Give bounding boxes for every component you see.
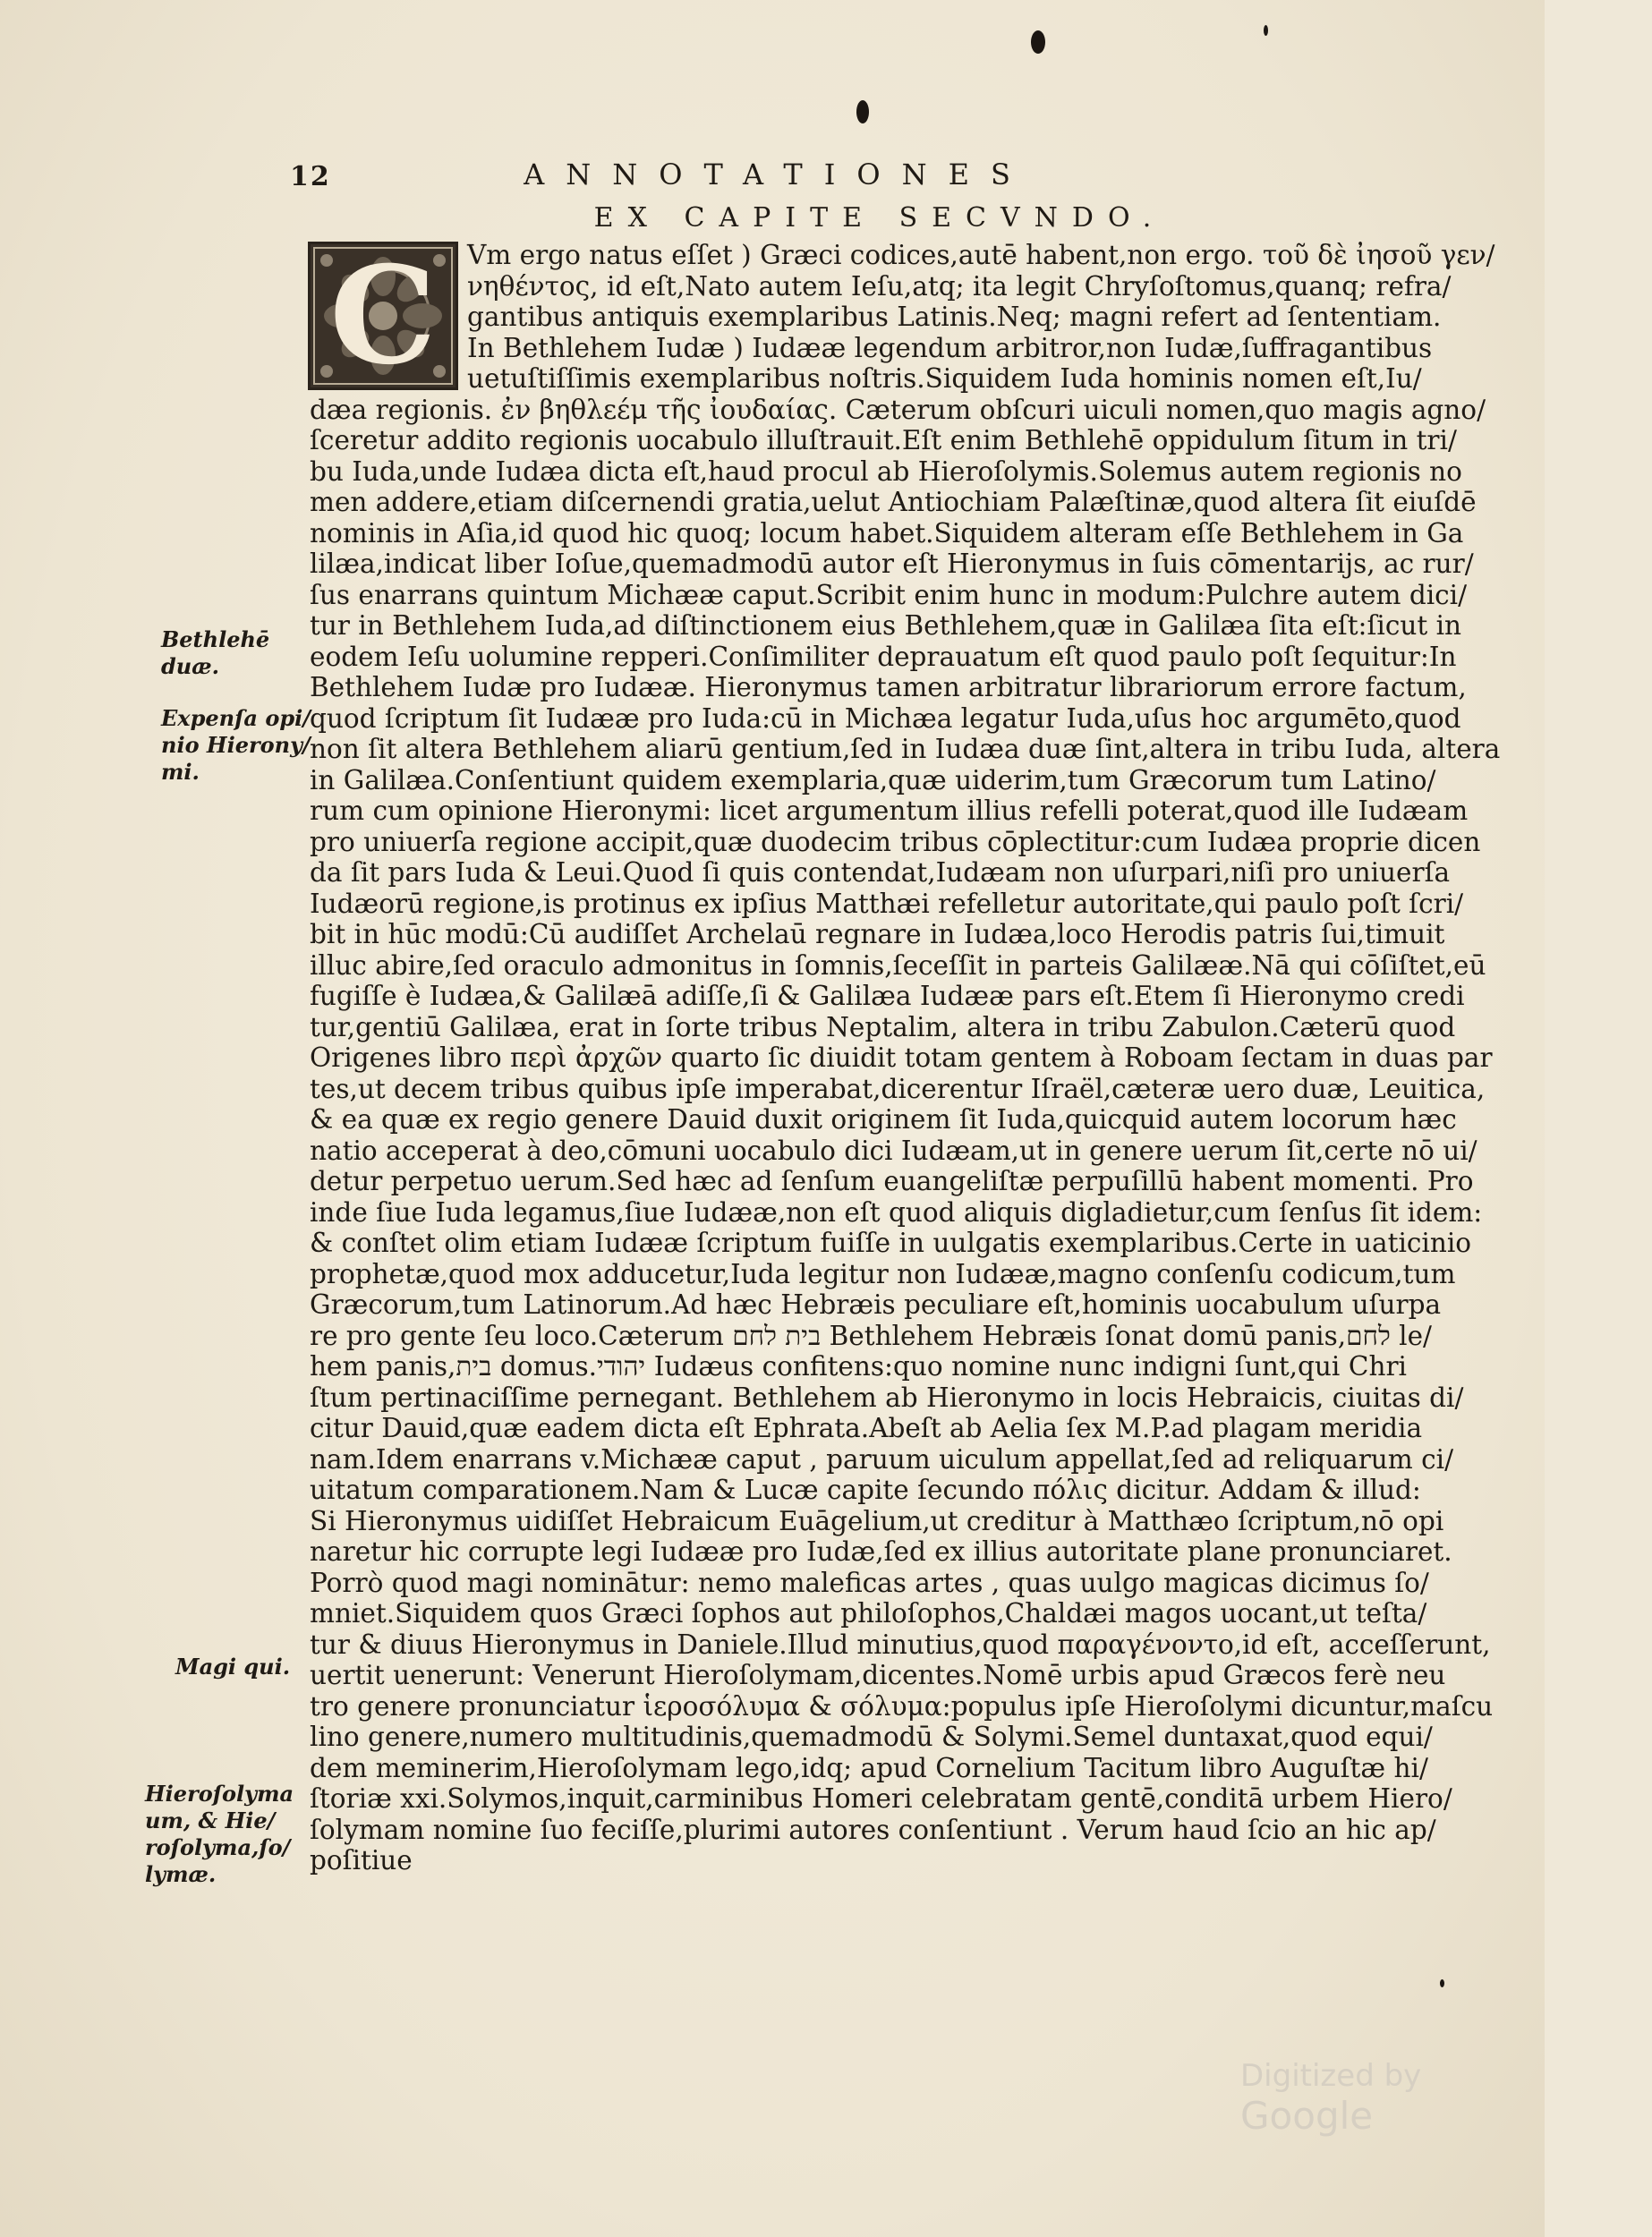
page-number: 12 — [290, 161, 331, 192]
text-line: Porrò quod magi nominātur: nemo maleficas artes , quas uulgo magicas dicimus ſo/ — [310, 1567, 1429, 1598]
text-line: & conſtet olim etiam Iudææ ſcriptum fuiſſe in uulgatis exemplaribus.Certe in uaticinio — [310, 1228, 1472, 1258]
text-line: men addere,etiam diſcernendi gratia,uelut Antiochiam Palæſtinæ,quod altera ſit eiuſdē — [310, 487, 1477, 517]
watermark-brand: Google — [1240, 2094, 1374, 2138]
text-line: In Bethlehem Iudæ ) Iudææ legendum arbitror,non Iudæ,ſuffragantibus — [467, 332, 1433, 363]
text-line: tur & diuus Hieronymus in Daniele.Illud minutius,quod παραγένοντο,id eſt, acceſſerunt, — [310, 1629, 1491, 1660]
text-line: illuc abire,ſed oraculo admonitus in ſomnis,ſeceſſit in parteis Galilææ.Nā qui cōſiſtet,eū — [310, 949, 1486, 981]
text-line: Si Hieronymus uidiſſet Hebraicum Euāgelium,ut creditur à Matthæo ſcriptum,nō opi — [310, 1505, 1444, 1536]
text-line: re pro gente ſeu loco.Cæterum בית לחם Bethlehem Hebræis ſonat domū panis,לחם le/ — [310, 1320, 1432, 1351]
text-line: uertit uenerunt: Venerunt Hieroſolymam,dicentes.Nomē urbis apud Græcos ferè neu — [310, 1660, 1446, 1690]
text-line: ſtoriæ xxi.Solymos,inquit,carminibus Homeri celebratam gentē,conditā urbem Hiero/ — [310, 1783, 1452, 1814]
text-line: gantibus antiquis exemplaribus Latinis.Neq; magni refert ad ſententiam. — [467, 302, 1442, 332]
text-line: Græcorum,tum Latinorum.Ad hæc Hebræis peculiare eſt,hominis uocabulum uſurpa — [310, 1289, 1442, 1320]
text-line: eodem Ieſu uolumine repperi.Conſimiliter deprauatum eſt quod paulo poſt ſequitur:In — [310, 641, 1457, 672]
text-line: & ea quæ ex regio genere Dauid duxit originem ſit Iuda,quicquid autem locorum hæc — [310, 1104, 1457, 1135]
text-line: nominis in Aſia,id quod hic quoq; locum habet.Siquidem alteram eſſe Bethlehem in Ga — [310, 517, 1464, 549]
text-line: tur in Bethlehem Iuda,ad diſtinctionem eius Bethlehem,quæ in Galilæa ſita eſt:ſicut in — [310, 610, 1462, 641]
text-line: pro uniuerſa regione accipit,quæ duodecim tribus cōplectitur:cum Iudæa proprie dicen — [310, 826, 1481, 857]
text-line: uitatum comparationem.Nam & Lucæ capite ſecundo πόλις dicitur. Addam & illud: — [310, 1475, 1421, 1505]
ink-blot — [1440, 1979, 1444, 1987]
text-line: uetuſtiſſimis exemplaribus noſtris.Siquidem Iuda hominis nomen eſt,Iu/ — [467, 363, 1422, 394]
ink-blot — [1031, 30, 1045, 54]
chapter-heading: EX CAPITE SECVNDO. — [593, 202, 1166, 234]
drop-cap-letter: C — [329, 237, 437, 395]
text-line: naretur hic corrupte legi Iudææ pro Iudæ,ſed ex illius autoritate plane pronunciaret. — [310, 1536, 1452, 1567]
text-line: νηθέντος, id eſt,Nato autem Ieſu,atq; ita legit Chryſoſtomus,quanq; refra/ — [467, 270, 1452, 302]
margin-note: Magi qui. — [175, 1654, 291, 1680]
digitized-watermark — [1240, 2058, 1545, 2138]
text-line: lino genere,numero multitudinis,quemadmodū & Solymi.Semel duntaxat,quod equi/ — [310, 1722, 1433, 1752]
text-line: dem meminerim,Hieroſolymam lego,idq; apud Cornelium Tacitum libro Auguſtæ hi/ — [310, 1752, 1428, 1783]
text-line: Iudæorū regione,is protinus ex ipſius Matthæi refelletur autoritate,qui paulo poſt ſcri/ — [310, 888, 1464, 919]
text-line: detur perpetuo uerum.Sed hæc ad ſenſum euangeliſtæ perpuſillū habent momenti. Pro — [310, 1166, 1474, 1196]
text-line: Vm ergo natus eſſet ) Græci codices,autē habent,non ergo. τοῦ δὲ ἰησοῦ γεν/ — [467, 240, 1495, 270]
margin-note: Expenſa opi/ nio Hierony/ mi. — [161, 705, 311, 785]
text-line: non ſit altera Bethlehem aliarū gentium,ſed in Iudæa duæ ſint,altera in tribu Iuda, altera — [310, 734, 1501, 764]
text-line: citur Dauid,quæ eadem dicta eſt Ephrata.Abeſt ab Aelia ſex M.P.ad plagam meridia — [310, 1413, 1423, 1443]
margin-note: Bethlehē duæ. — [161, 626, 270, 679]
text-line: lilæa,indicat liber Ioſue,quemadmodū autor eſt Hieronymus in ſuis cōmentarijs, ac rur/ — [310, 549, 1474, 579]
text-line: bu Iuda,unde Iudæa dicta eſt,haud procul ab Hieroſolymis.Solemus autem regionis no — [310, 455, 1462, 487]
text-line: tur,gentiū Galilæa, erat in ſorte tribus Neptalim, altera in tribu Zabulon.Cæterū quod — [310, 1011, 1456, 1042]
text-line: mniet.Siquidem quos Græci ſophos aut philoſophos,Chaldæi magos uocant,ut teſta/ — [310, 1598, 1427, 1629]
text-line: inde ſiue Iuda legamus,ſiue Iudææ,non eſt quod aliquis digladietur,cum ſenſus ſit idem: — [310, 1196, 1483, 1228]
text-line: dæa regionis. ἐν βηθλεέμ τῆς ἰουδαίας. Cæterum obſcuri uiculi nomen,quo magis agno/ — [310, 394, 1486, 425]
text-line: bit in hūc modū:Cū audiſſet Archelaū regnare in Iudæa,loco Herodis patris ſui,timuit — [310, 919, 1445, 949]
watermark-prefix: Digitized by — [1240, 2058, 1422, 2094]
text-line: Origenes libro περὶ ἀρχῶν quarto ſic diuidit totam gentem à Roboam ſectam in duas par — [310, 1042, 1493, 1073]
text-line: ſus enarrans quintum Michææ caput.Scribit enim hunc in modum:Pulchre autem dici/ — [310, 579, 1468, 610]
text-line: hem panis,בית domus.יהודי Iudæus confitens:quo nomine nunc indigni ſunt,qui Chri — [310, 1351, 1407, 1382]
catchword — [310, 1876, 1407, 1907]
text-line: natio acceperat à deo,cōmuni uocabulo dici Iudæam,ut in genere uerum ſit,certe nō ui/ — [310, 1135, 1477, 1166]
text-line: quod ſcriptum ſit Iudææ pro Iuda:cū in Michæa legatur Iuda,uſus hoc argumēto,quod — [310, 702, 1461, 734]
text-line: ſolymam nomine ſuo feciſſe,plurimi autores conſentiunt . Verum haud ſcio an hic ap/ — [310, 1814, 1436, 1845]
text-line: rum cum opinione Hieronymi: licet argumentum illius refelli poterat,quod ille Iudæam — [310, 795, 1469, 826]
text-line: nam.Idem enarrans v.Michææ caput , paruum uiculum appellat,ſed ad reliquarum ci/ — [310, 1443, 1454, 1475]
text-line: Bethlehem Iudæ pro Iudææ. Hieronymus tamen arbitratur librariorum errore factum, — [310, 672, 1467, 702]
ink-blot — [1264, 25, 1268, 36]
text-line: poſitiue — [310, 1845, 413, 1876]
ink-blot — [856, 100, 869, 123]
text-line: ſtum pertinaciſſime pernegant. Bethlehem ab Hieronymo in locis Hebraicis, ciuitas di/ — [310, 1382, 1464, 1413]
text-line: ſceretur addito regionis uocabulo illuſtrauit.Eſt enim Bethlehē oppidulum ſitum in tri/ — [310, 425, 1457, 455]
margin-note: Hieroſolyma um, & Hie/ roſolyma,ſo/ lymæ. — [145, 1781, 294, 1887]
running-title: ANNOTATIONES — [524, 157, 1032, 191]
text-line: da ſit pars Iuda & Leui.Quod ſi quis contendat,Iudæam non uſurpari,niſi pro uniuerſa — [310, 857, 1451, 888]
text-line: fugiſſe è Iudæa,& Galilæā adiſſe,ſi & Galilæa Iudææ pars eſt.Etem ſi Hieronymo credi — [310, 981, 1465, 1011]
text-line: in Galilæa.Conſentiunt quidem exemplaria,quæ uiderim,tum Græcorum tum Latino/ — [310, 764, 1436, 795]
text-line: tro genere pronunciatur ἱεροσόλυμα & σόλυμα:populus ipſe Hieroſolymi dicuntur,maſcu — [310, 1690, 1494, 1722]
text-line: tes,ut decem tribus quibus ipſe imperabat,dicerentur Iſraël,cæteræ uero duæ, Leuitica, — [310, 1073, 1486, 1104]
text-line: prophetæ,quod mox adducetur,Iuda legitur non Iudææ,magno conſenſu codicum,tum — [310, 1258, 1456, 1289]
